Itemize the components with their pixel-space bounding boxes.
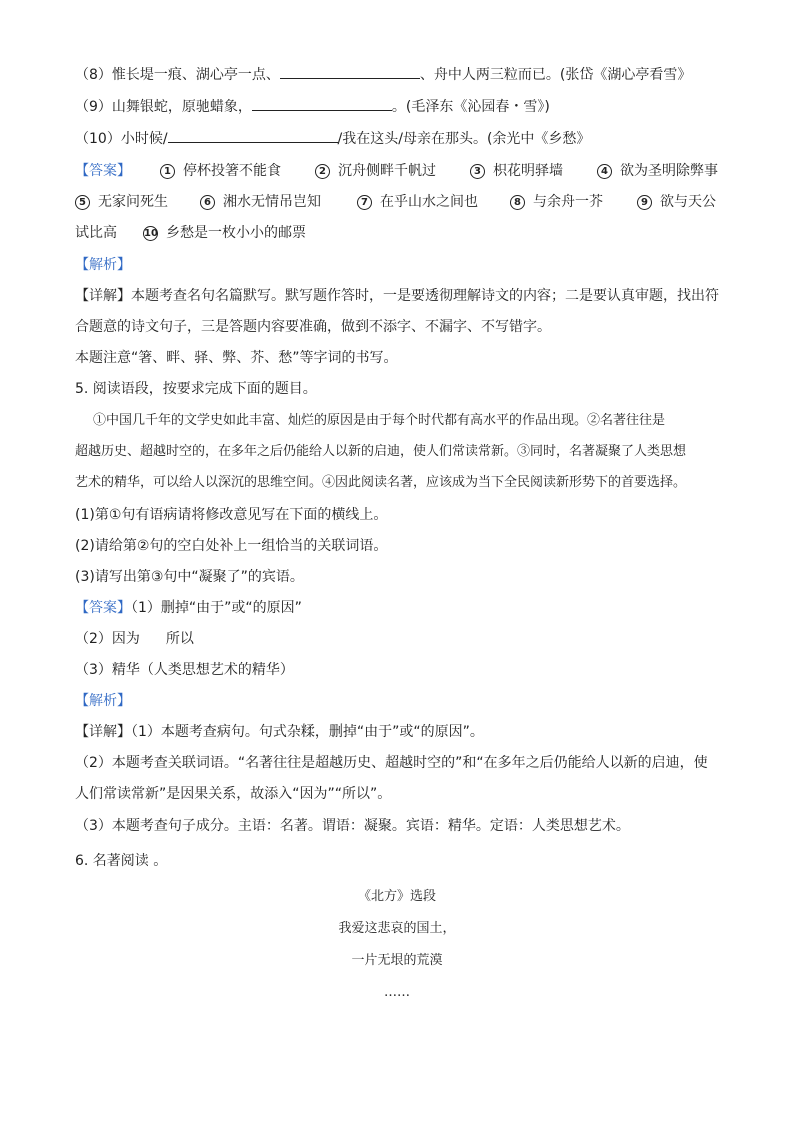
answer-item (75, 191, 168, 213)
answer-number: 2 (315, 164, 330, 179)
q5-sub-2: (2)请给第②句的空白处补上一组恰当的关联词语。 (75, 538, 388, 554)
q4-detail-line-1 (75, 285, 724, 307)
answer-number: 9 (637, 195, 652, 210)
q5-passage-line-1: ①中国几千年的文学史如此丰富、灿烂的原因是由于每个时代都有高水平的作品出现。②名著往往是 (93, 413, 666, 428)
poem-title: 《北方》选段 (357, 889, 436, 904)
fill-q8 (75, 64, 724, 86)
q10-blank[interactable] (168, 128, 338, 143)
answer-text: 在乎山水之间也 (380, 194, 478, 210)
q5-sub-3: (3)请写出第③句中“凝聚了”的宾语。 (75, 569, 304, 585)
fill-q10 (75, 128, 724, 150)
q5-detail-3: （3）本题考查句子成分。主语：名著。谓语：凝聚。宾语：精华。定语：人类思想艺术。 (75, 818, 630, 834)
poem-ellipsis: …… (384, 985, 410, 1000)
detail-text: 本题考查名句名篇默写。默写题作答时，一是要透彻理解诗文的内容；二是要认真审题，找出符 (131, 288, 719, 304)
q5-answer-3: （3）精华（人类思想艺术的精华） (75, 662, 294, 678)
answer-item (315, 160, 436, 182)
q6-stem: 6. 名著阅读 。 (75, 853, 168, 869)
answer-item (357, 191, 478, 213)
q5-answer-1 (75, 597, 724, 619)
q9-prefix: （9）山舞银蛇，原驰蜡象， (75, 99, 252, 115)
analysis-label: 【解析】 (75, 257, 131, 273)
answer-label: 【答案】 (75, 163, 131, 179)
q8-prefix: （8）惟长堤一痕、湖心亭一点、 (75, 67, 280, 83)
poem-line-1: 我爱这悲哀的国土， (338, 921, 456, 936)
q5-passage-line-3: 艺术的精华，可以给人以深沉的思维空间。④因此阅读名著，应该成为当下全民阅读新形势下的首要选择。 (75, 475, 687, 490)
answer-text: 无家问死生 (98, 194, 168, 210)
q5-detail-2b: 人们常读常新”是因果关系，故添入“因为”“所以”。 (75, 786, 392, 802)
answer-number: 4 (597, 164, 612, 179)
answer-number: 8 (510, 195, 525, 210)
answer-text: 停杯投箸不能食 (183, 163, 281, 179)
q9-suffix: 。(毛泽东《沁园春・雪》) (391, 99, 550, 115)
detail-label: 【详解】 (75, 724, 131, 740)
answer-item (143, 222, 306, 244)
answer-item (200, 191, 321, 213)
answer-number: 6 (200, 195, 215, 210)
q9-blank[interactable] (252, 96, 392, 111)
detail-label: 【详解】 (75, 288, 131, 304)
detail-text: （1）本题考查病句。句式杂糅，删掉“由于”或“的原因”。 (131, 724, 484, 740)
answer-text: 欲为圣明除弊事 (620, 163, 718, 179)
answers-row-1 (75, 160, 724, 182)
answer-item (637, 191, 716, 213)
answer-text: 所以 (165, 631, 194, 647)
answer-item (470, 160, 563, 182)
answer-number: 3 (470, 164, 485, 179)
answer-number: 7 (357, 195, 372, 210)
answer-text: 湘水无情吊岂知 (223, 194, 321, 210)
answer-text: 沉舟侧畔千帆过 (338, 163, 436, 179)
q4-detail-line-2: 合题意的诗文句子，三是答题内容要准确，做到不添字、不漏字、不写错字。 (75, 319, 551, 335)
answer-text: 欲与天公 (660, 194, 716, 210)
answer-label: 【答案】 (75, 600, 131, 616)
q8-suffix: 、舟中人两三粒而已。(张岱《湖心亭看雪》 (419, 67, 692, 83)
poem-line-2: 一片无垠的荒漠 (351, 953, 443, 968)
q8-blank[interactable] (280, 64, 420, 79)
answer-text-continued: 试比高 (75, 225, 117, 241)
answer-text: 枳花明驿墙 (493, 163, 563, 179)
q5-answer-2 (75, 628, 724, 650)
q5-passage-line-2: 超越历史、超越时空的，在多年之后仍能给人以新的启迪，使人们常读常新。③同时，名著凝聚了人类思想 (75, 444, 687, 459)
answer-number: 10 (144, 228, 158, 239)
q10-prefix: （10）小时候/ (75, 131, 168, 147)
q5-detail-1 (75, 721, 724, 743)
q4-detail-line-3: 本题注意“箸、畔、驿、弊、芥、愁”等字词的书写。 (75, 350, 398, 366)
answer-text: 乡愁是一枚小小的邮票 (166, 225, 306, 241)
answer-number: 1 (160, 164, 175, 179)
answer-text: （2）因为 (75, 631, 140, 647)
q5-sub-1: (1)第①句有语病请将修改意见写在下面的横线上。 (75, 507, 388, 523)
answer-text: 与余舟一芥 (533, 194, 603, 210)
answer-number: 5 (75, 195, 90, 210)
answer-item (160, 160, 281, 182)
answer-item (597, 160, 718, 182)
answer-text: （1）删掉“由于”或“的原因” (131, 600, 302, 616)
answers-row-3 (75, 222, 724, 244)
fill-q9 (75, 96, 724, 118)
q10-suffix: /我在这头/母亲在那头。(余光中《乡愁》 (337, 131, 591, 147)
analysis-label: 【解析】 (75, 693, 131, 709)
answer-item (510, 191, 603, 213)
q5-stem: 5. 阅读语段，按要求完成下面的题目。 (75, 381, 317, 397)
q5-detail-2a: （2）本题考查关联词语。“名著往往是超越历史、超越时空的”和“在多年之后仍能给人以新的启迪，使 (75, 755, 708, 771)
